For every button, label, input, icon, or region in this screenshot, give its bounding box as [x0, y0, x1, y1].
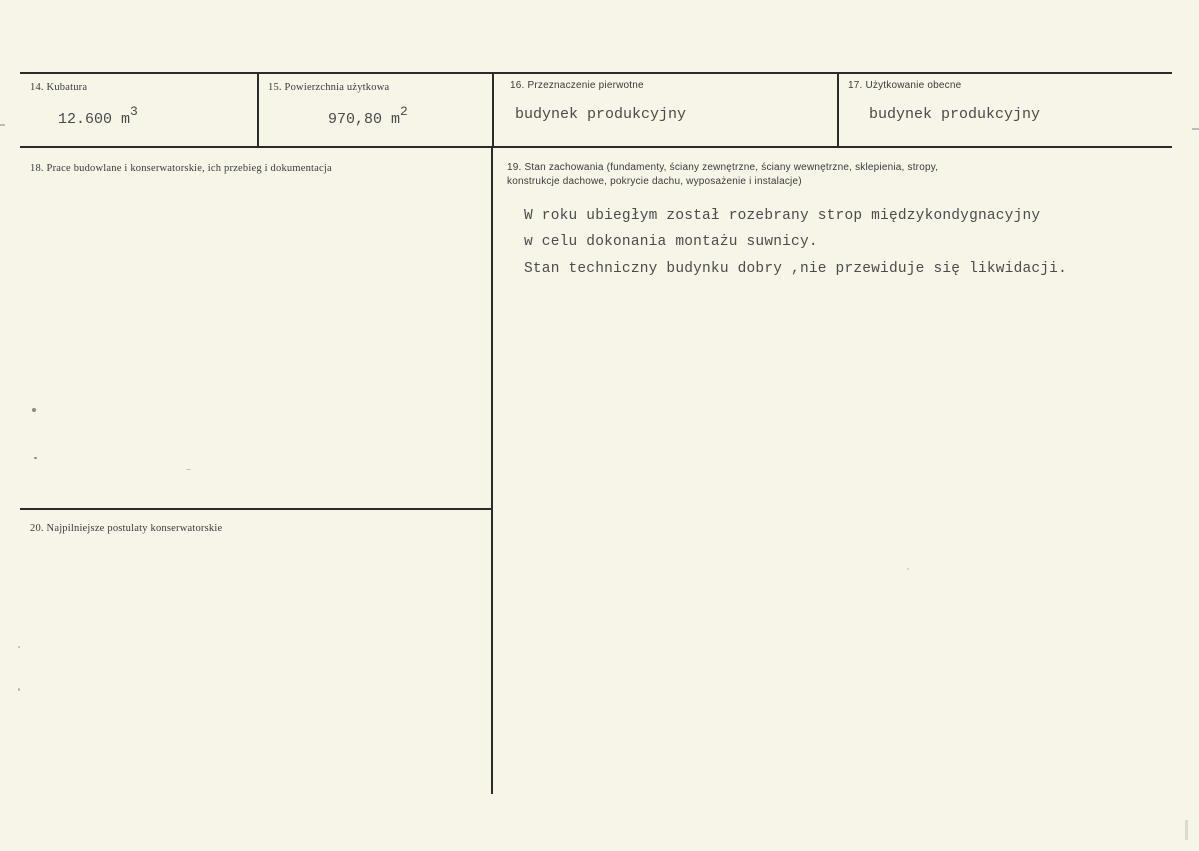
scan-speck [18, 646, 20, 648]
divider-14-15 [257, 73, 259, 147]
scan-edge-mark [1192, 128, 1199, 130]
scan-speck [186, 469, 191, 470]
field-15-number: 970,80 m [328, 111, 401, 128]
rule-18-20 [20, 508, 491, 510]
field-15-label: 15. Powierzchnia użytkowa [268, 82, 390, 93]
top-row-bottom-rule [20, 146, 1172, 148]
scan-speck [34, 457, 37, 459]
field-17-value: budynek produkcyjny [869, 106, 1041, 123]
field-18-label: 18. Prace budowlane i konserwatorskie, ich przebieg i dokumentacja [30, 163, 332, 174]
field-16-value: budynek produkcyjny [515, 106, 687, 123]
field-17-label: 17. Użytkowanie obecne [848, 80, 962, 91]
field-19-label-line1: 19. Stan zachowania (fundamenty, ściany zewnętrzne, ściany wewnętrzne, sklepienia, stropy, [507, 162, 939, 173]
scan-edge-mark [1185, 820, 1188, 840]
scan-speck [18, 688, 20, 691]
scan-speck [32, 408, 36, 412]
field-19-text-line-2: w celu dokonania montażu suwnicy. [524, 234, 818, 250]
top-row-top-rule [20, 72, 1172, 74]
field-16-label: 16. Przeznaczenie pierwotne [510, 80, 644, 91]
field-19-text-line-3: Stan techniczny budynku dobry ,nie przewiduje się likwidacji. [524, 261, 1067, 277]
field-14-label: 14. Kubatura [30, 82, 88, 93]
field-15-exponent: 2 [400, 104, 408, 119]
field-19-label-line2: konstrukcje dachowe, pokrycie dachu, wyposażenie i instalacje) [507, 176, 802, 187]
divider-15-16 [492, 73, 494, 147]
field-19-text-line-1: W roku ubiegłym został rozebrany strop międzykondygnacyjny [524, 208, 1041, 224]
field-20-label: 20. Najpilniejsze postulaty konserwatorskie [30, 523, 223, 534]
field-14-value [58, 106, 138, 128]
divider-left-right-lower [491, 148, 493, 794]
field-14-exponent: 3 [130, 104, 138, 119]
field-15-value [328, 106, 408, 128]
field-14-number: 12.600 m [58, 111, 131, 128]
scan-speck [907, 568, 909, 570]
scan-edge-mark [0, 124, 5, 126]
divider-16-17 [837, 73, 839, 147]
